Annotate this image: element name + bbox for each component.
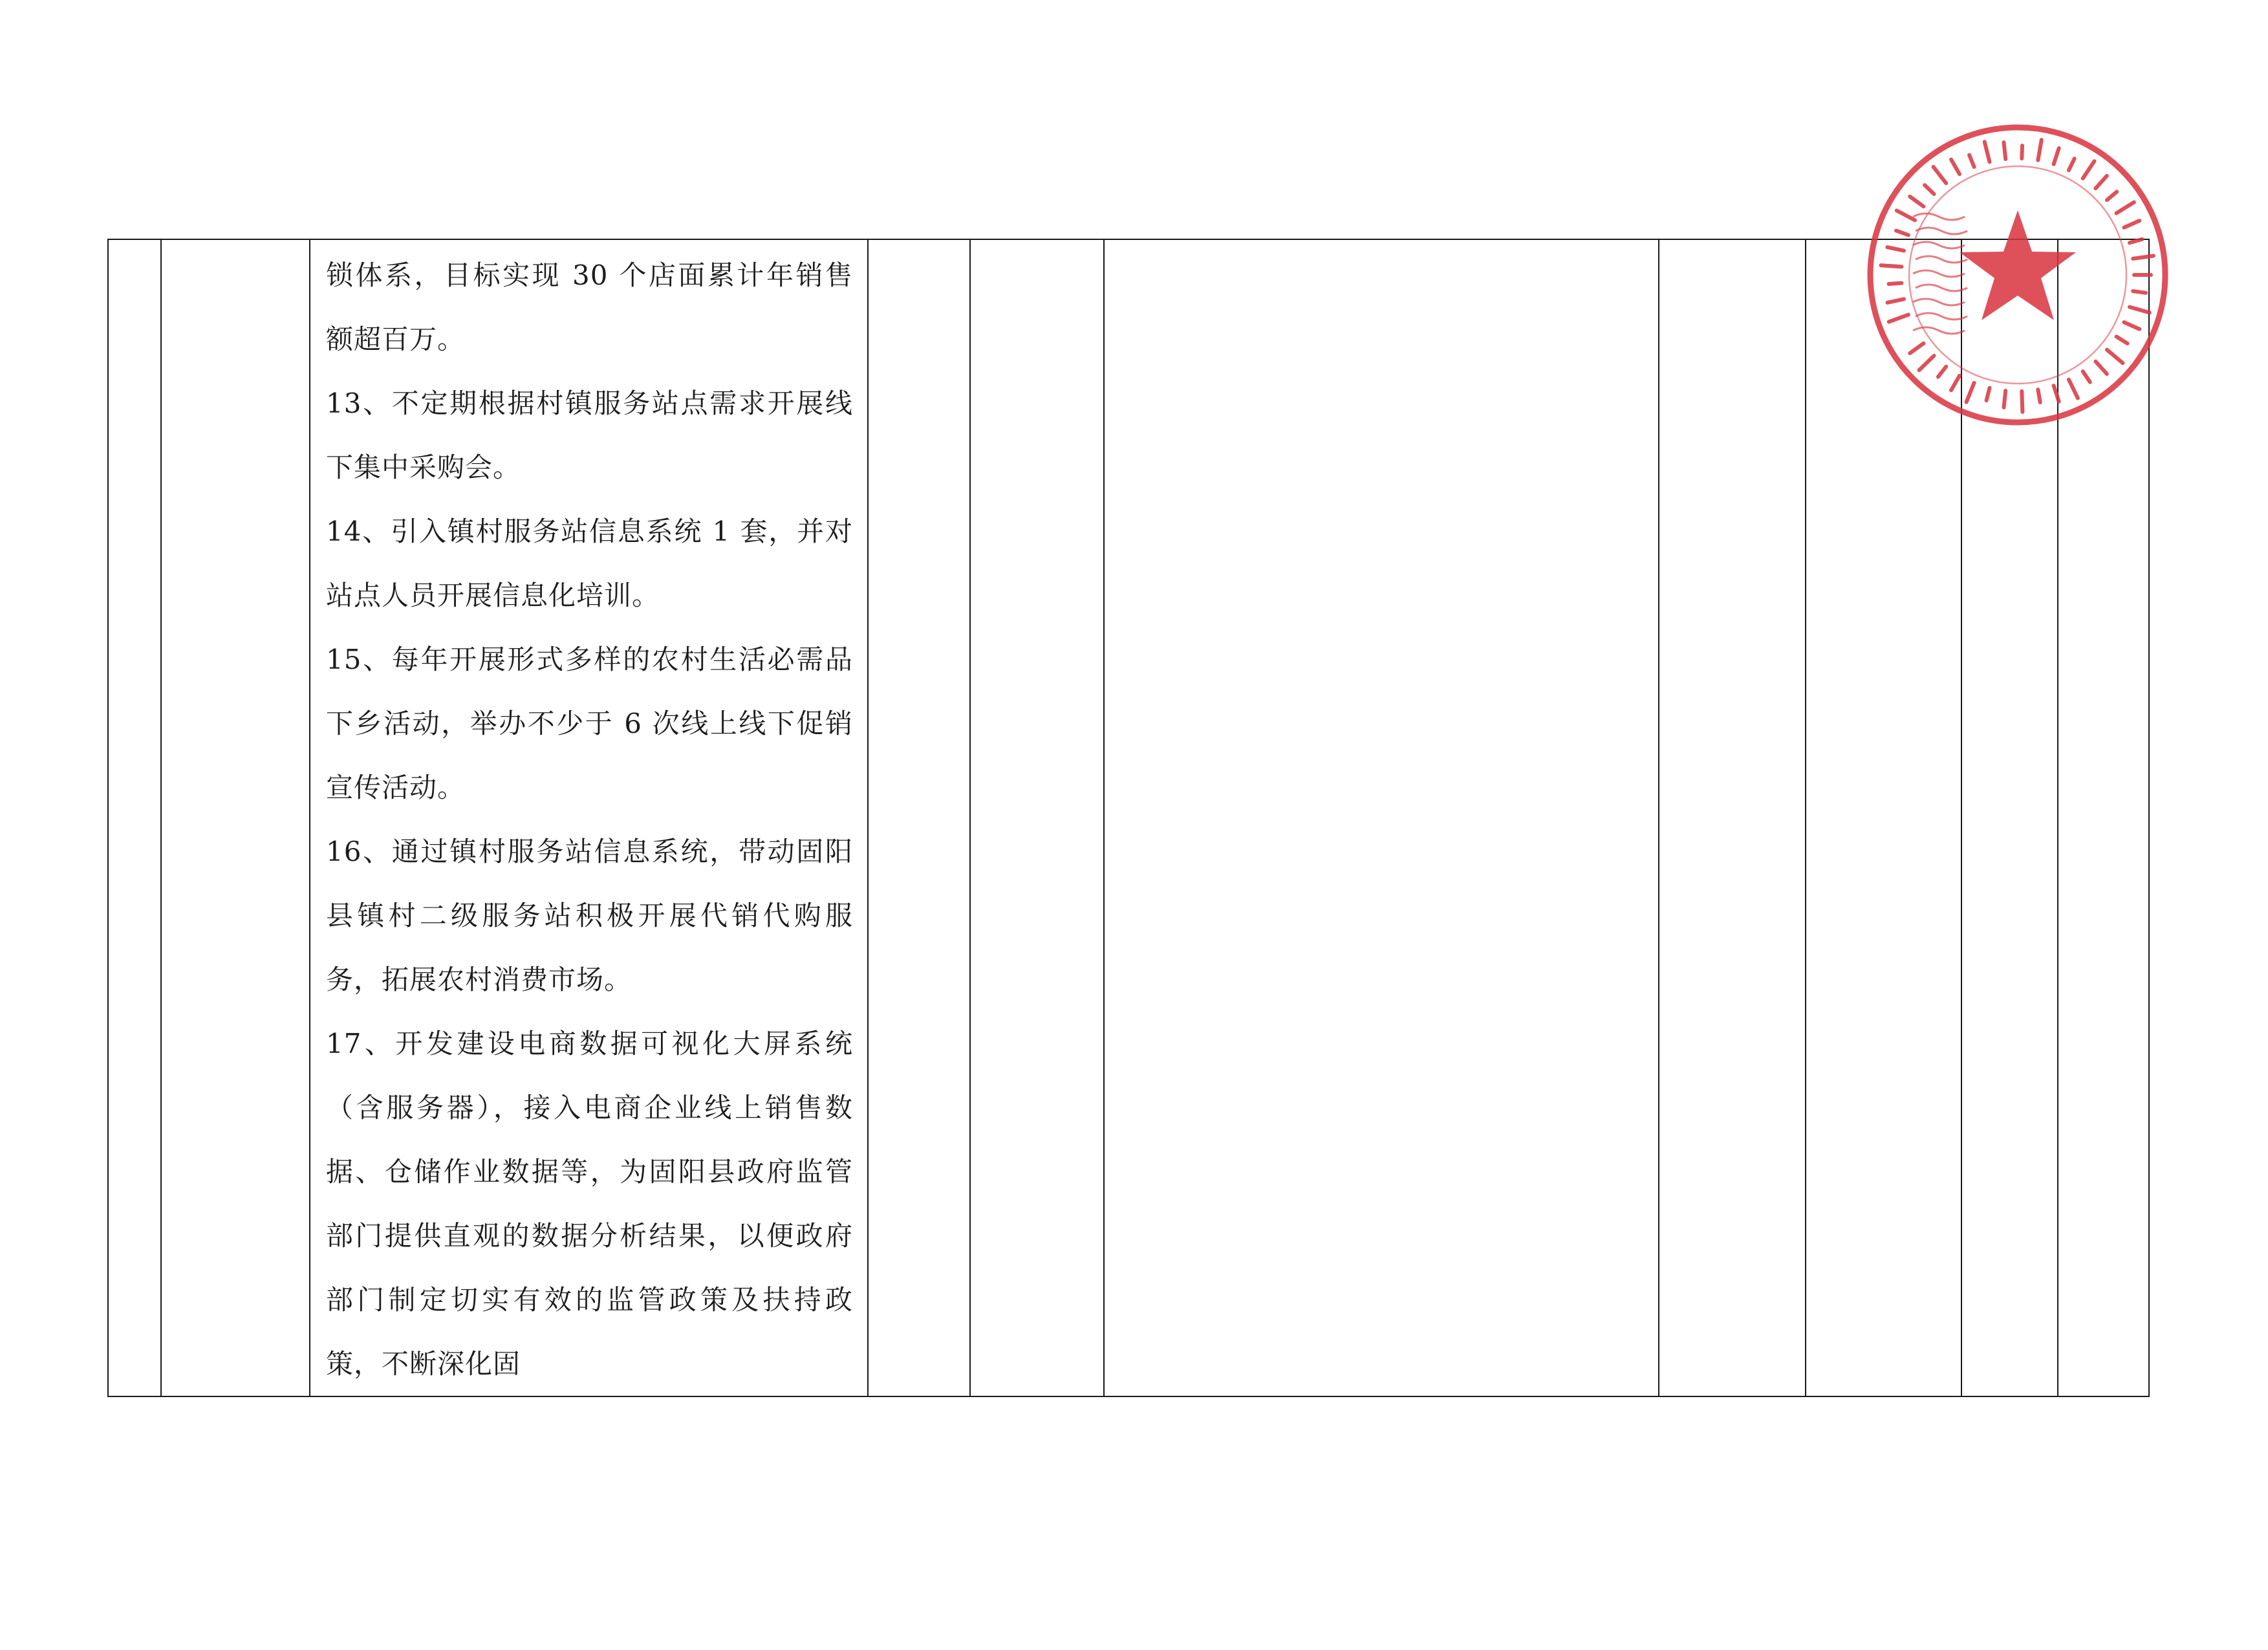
content-item: 13、不定期根据村镇服务站点需求开展线下集中采购会。: [326, 387, 853, 483]
table-cell-index: [108, 239, 161, 1396]
table-cell-category: [161, 239, 310, 1396]
content-item: 17、开发建设电商数据可视化大屏系统（含服务器），接入电商企业线上销售数据、仓储作业数据等，为固阳县政府监管部门提供直观的数据分析结果，以便政府部门制定切实有效的监管政策及扶持政策，不断深化固: [326, 1028, 853, 1380]
table-cell: [1659, 239, 1806, 1396]
table-cell: [970, 239, 1104, 1396]
project-table: [107, 239, 2150, 1397]
content-item: 16、通过镇村服务站信息系统，带动固阳县镇村二级服务站积极开展代销代购服务，拓展农村消费市场。: [326, 836, 853, 995]
table-cell: [1104, 239, 1659, 1396]
content-item: 14、引入镇村服务站信息系统 1 套，并对站点人员开展信息化培训。: [326, 516, 853, 611]
table-row: [108, 239, 2149, 1396]
content-item: 锁体系，目标实现 30 个店面累计年销售额超百万。: [326, 259, 853, 355]
content-item: 15、每年开展形式多样的农村生活必需品下乡活动，举办不少于 6 次线上线下促销宣传活动。: [326, 644, 853, 803]
table-cell: [868, 239, 970, 1396]
official-seal-icon: [1863, 120, 2173, 430]
table-cell-content: [310, 239, 868, 1396]
